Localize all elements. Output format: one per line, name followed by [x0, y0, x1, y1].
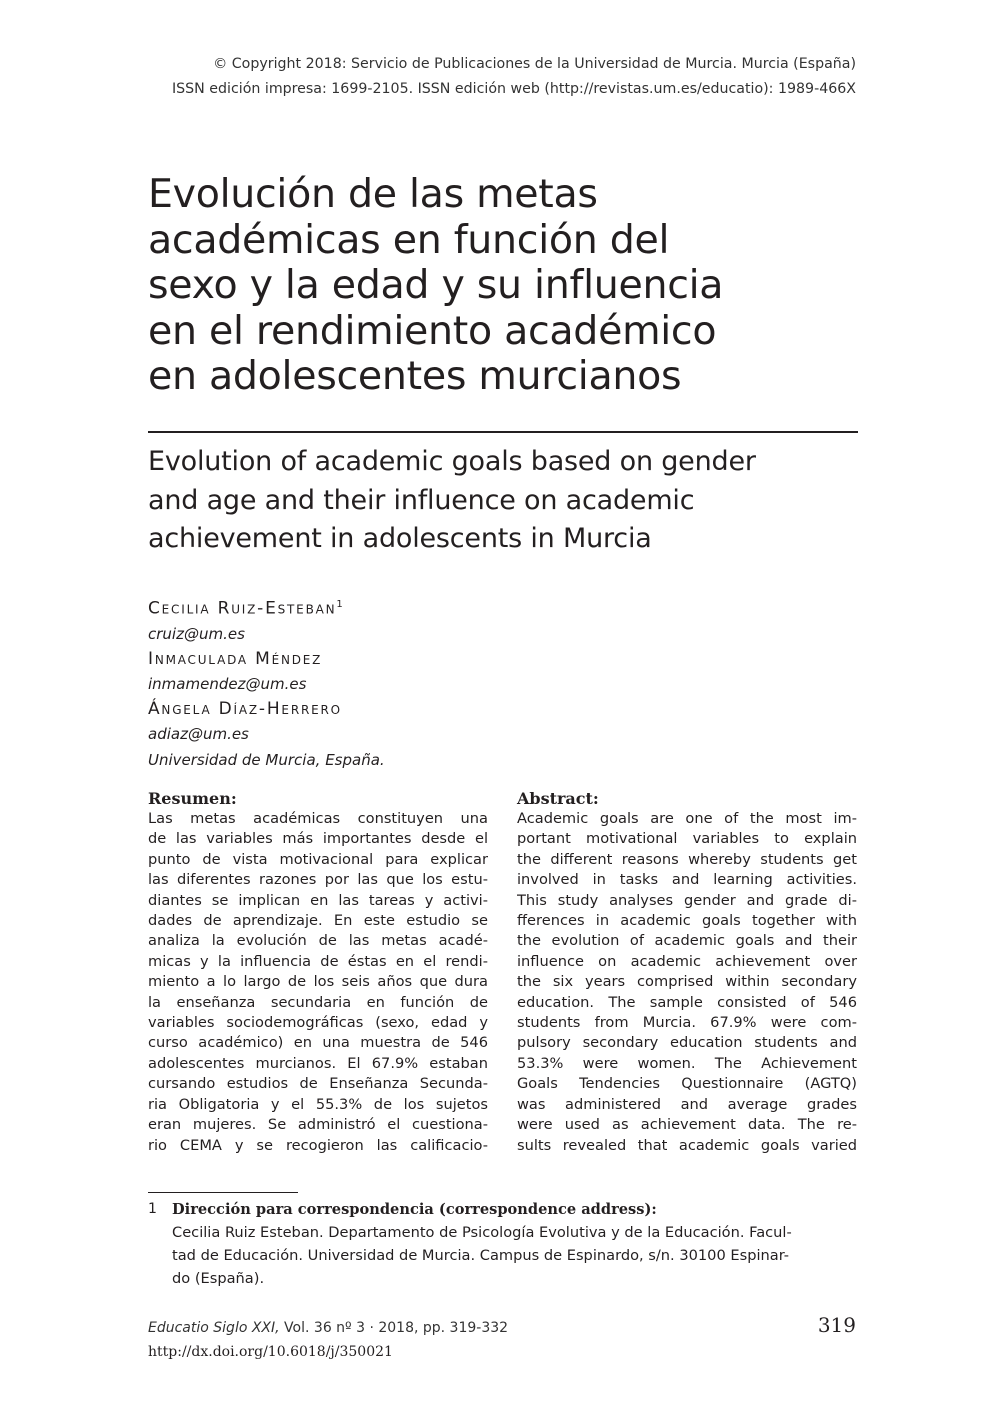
abstract-body-line: sults revealed that academic goals varied	[517, 1136, 857, 1154]
footnote-marker[interactable]: 1	[336, 599, 343, 610]
footnote-text-line: tad de Educación. Universidad de Murcia. Campus de Espinardo, s/n. 30100 Espinar-	[172, 1247, 790, 1264]
resumen-body-line: Las metas académicas constituyen una	[148, 810, 488, 827]
title-spanish	[148, 172, 868, 400]
footnote-heading: Dirección para correspondencia (correspondence address):	[172, 1201, 657, 1218]
title-es-line: en el rendimiento académico	[148, 307, 717, 354]
author-email[interactable]: cruiz@um.es	[148, 624, 245, 643]
abstract-body-line: education. The sample consisted of 546	[517, 993, 857, 1011]
title-en-line: achievement in adolescents in Murcia	[148, 523, 652, 554]
author-email[interactable]: inmamendez@um.es	[148, 674, 307, 693]
title-en-line: and age and their influence on academic	[148, 484, 695, 516]
abstract-body	[517, 809, 857, 1156]
resumen-body-line: rio CEMA y se recogieron las calificacio-	[148, 1136, 488, 1154]
journal-details: Vol. 36 nº 3 · 2018, pp. 319-332	[279, 1320, 509, 1336]
abstract-section	[517, 788, 857, 1156]
author-name: Inmaculada Méndez	[148, 648, 323, 669]
resumen-body-line: diantes se implican en las tareas y activi-	[148, 891, 488, 909]
abstract-body-line: involved in tasks and learning activities.	[517, 871, 857, 889]
abstract-body-line: pulsory secondary education students and	[517, 1034, 857, 1052]
abstract-body-line: was administered and average grades	[517, 1095, 857, 1113]
resumen-body-line: punto de vista motivacional para explicar	[148, 850, 488, 868]
resumen-body-line: variables sociodemográficas (sexo, edad y	[148, 1014, 488, 1032]
author-name: Ángela Díaz-Herrero	[148, 698, 342, 719]
copyright-line: © Copyright 2018: Servicio de Publicaciones de la Universidad de Murcia. Murcia (España)	[213, 56, 856, 72]
page-number: 319	[817, 1313, 856, 1337]
doi-link[interactable]: http://dx.doi.org/10.6018/j/350021	[148, 1344, 393, 1360]
footnote	[148, 1198, 860, 1290]
footnote-number: 1	[148, 1201, 157, 1217]
title-es-line: Evolución de las metas	[148, 171, 598, 217]
footnote-text	[172, 1221, 860, 1290]
resumen-body-line: la enseñanza secundaria en función de	[148, 993, 488, 1011]
resumen-body	[148, 809, 488, 1156]
resumen-body-line: curso académico) en una muestra de 546	[148, 1034, 488, 1052]
abstract-body-line: the different reasons whereby students get	[517, 850, 857, 868]
abstract-body-line: Academic goals are one of the most im-	[517, 810, 857, 827]
footnote-divider	[148, 1192, 298, 1193]
abstract-body-line: students from Murcia. 67.9% were com-	[517, 1014, 857, 1032]
footnote-text-line: Cecilia Ruiz Esteban. Departamento de Psicología Evolutiva y de la Educación. Facul-	[172, 1224, 792, 1241]
resumen-body-line: miento a lo largo de los seis años que dura	[148, 973, 488, 991]
resumen-body-line: analiza la evolución de las metas acadé-	[148, 932, 488, 950]
author-name: Cecilia Ruiz-Esteban$^1$	[148, 598, 343, 619]
title-divider	[148, 431, 858, 433]
author-email[interactable]: adiaz@um.es	[148, 724, 249, 743]
abstract-body-line: portant motivational variables to explain	[517, 830, 857, 848]
title-english	[148, 443, 868, 559]
abstract-body-line: fferences in academic goals together with	[517, 912, 857, 930]
title-en-line: Evolution of academic goals based on gender	[148, 446, 756, 477]
title-es-line: académicas en función del	[148, 216, 670, 263]
footnote-text-line: do (España).	[172, 1270, 265, 1287]
author-block	[148, 592, 648, 773]
resumen-body-line: de las variables más importantes desde el	[148, 830, 488, 848]
copyright-notice	[148, 52, 856, 102]
abstract-heading: Abstract:	[517, 789, 599, 808]
abstract-body-line: were used as achievement data. The re-	[517, 1116, 857, 1134]
resumen-body-line: adolescentes murcianos. El 67.9% estaban	[148, 1054, 488, 1072]
journal-name: Educatio Siglo XXI,	[148, 1320, 280, 1336]
affiliation: Universidad de Murcia, España.	[148, 750, 385, 769]
resumen-body-line: dades de aprendizaje. En este estudio se	[148, 912, 488, 930]
resumen-section	[148, 788, 488, 1156]
abstract-body-line: Goals Tendencies Questionnaire (AGTQ)	[517, 1075, 857, 1093]
abstract-body-line: influence on academic achievement over	[517, 952, 857, 970]
resumen-body-line: las diferentes razones por las que los estu-	[148, 871, 488, 889]
resumen-heading: Resumen:	[148, 789, 237, 808]
issn-line: ISSN edición impresa: 1699-2105. ISSN edición web (http://revistas.um.es/educatio): 1989-466X	[171, 81, 856, 97]
resumen-body-line: ria Obligatoria y el 55.3% de los sujetos	[148, 1095, 488, 1113]
abstract-body-line: the six years comprised within secondary	[517, 973, 857, 991]
title-es-line: en adolescentes murcianos	[148, 353, 682, 399]
resumen-body-line: cursando estudios de Enseñanza Secunda-	[148, 1075, 488, 1093]
journal-citation	[148, 1316, 508, 1340]
resumen-body-line: micas y la influencia de éstas en el rendi-	[148, 952, 488, 970]
title-es-line: sexo y la edad y su influencia	[148, 262, 724, 308]
abstract-body-line: the evolution of academic goals and their	[517, 932, 857, 950]
abstract-body-line: This study analyses gender and grade di-	[517, 891, 857, 909]
resumen-body-line: eran mujeres. Se administró el cuestiona-	[148, 1116, 488, 1134]
abstract-body-line: 53.3% were women. The Achievement	[517, 1054, 857, 1072]
